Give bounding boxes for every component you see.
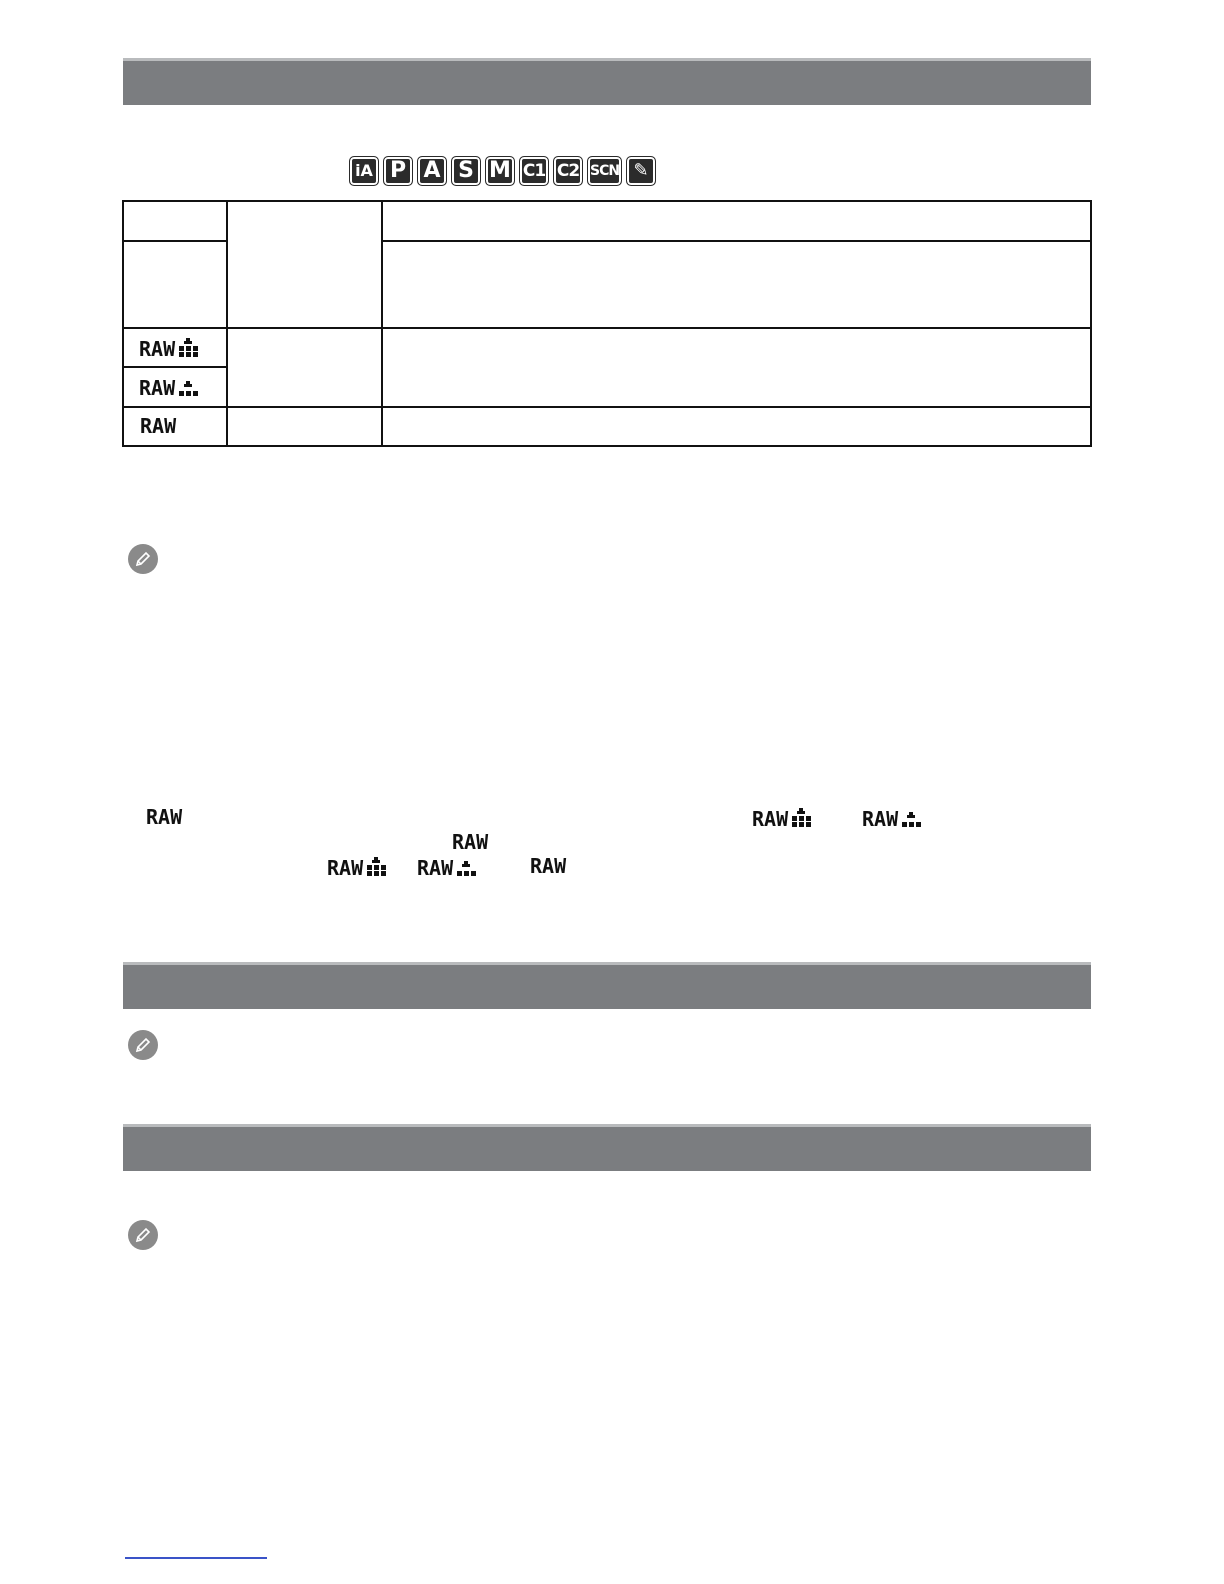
standard-quality-icon <box>177 377 203 397</box>
custom-1-mode-icon: C1 <box>519 156 549 186</box>
program-mode-icon: P <box>383 156 413 186</box>
custom-2-mode-icon: C2 <box>553 156 583 186</box>
note-pencil-icon <box>128 544 158 574</box>
applicable-modes-row <box>349 156 656 186</box>
section-header-bar-3 <box>123 1124 1091 1171</box>
paragraph-raw-standard-label-2: RAW <box>417 857 481 879</box>
standard-quality-icon <box>900 808 926 828</box>
note-pencil-icon <box>128 1030 158 1060</box>
fine-quality-icon <box>365 857 391 877</box>
standard-quality-icon <box>455 857 481 877</box>
paragraph-raw-standard-label-1: RAW <box>862 808 926 830</box>
section-header-bar-2 <box>123 962 1091 1009</box>
paragraph-raw-fine-label-1: RAW <box>752 808 816 830</box>
manual-mode-icon: M <box>485 156 515 186</box>
intelligent-auto-mode-icon: iA <box>349 156 379 186</box>
section-header-bar-1 <box>123 58 1091 105</box>
footer-link-underline[interactable] <box>125 1557 267 1559</box>
paragraph-raw-fine-label-2: RAW <box>327 857 391 879</box>
shutter-priority-mode-icon: S <box>451 156 481 186</box>
raw-standard-label: RAW <box>139 377 203 399</box>
quality-table <box>122 200 1092 447</box>
aperture-priority-mode-icon: A <box>417 156 447 186</box>
scene-mode-icon: SCN <box>587 156 622 186</box>
fine-quality-icon <box>177 338 203 358</box>
fine-quality-icon <box>790 808 816 828</box>
paragraph-raw-label-1: RAW <box>146 805 183 829</box>
paragraph-raw-label-3: RAW <box>530 854 567 878</box>
creative-control-mode-icon: ✎ <box>626 156 656 186</box>
raw-fine-label: RAW <box>139 338 203 360</box>
paragraph-raw-label-2: RAW <box>452 830 489 854</box>
raw-only-label: RAW <box>140 414 177 438</box>
note-pencil-icon <box>128 1220 158 1250</box>
